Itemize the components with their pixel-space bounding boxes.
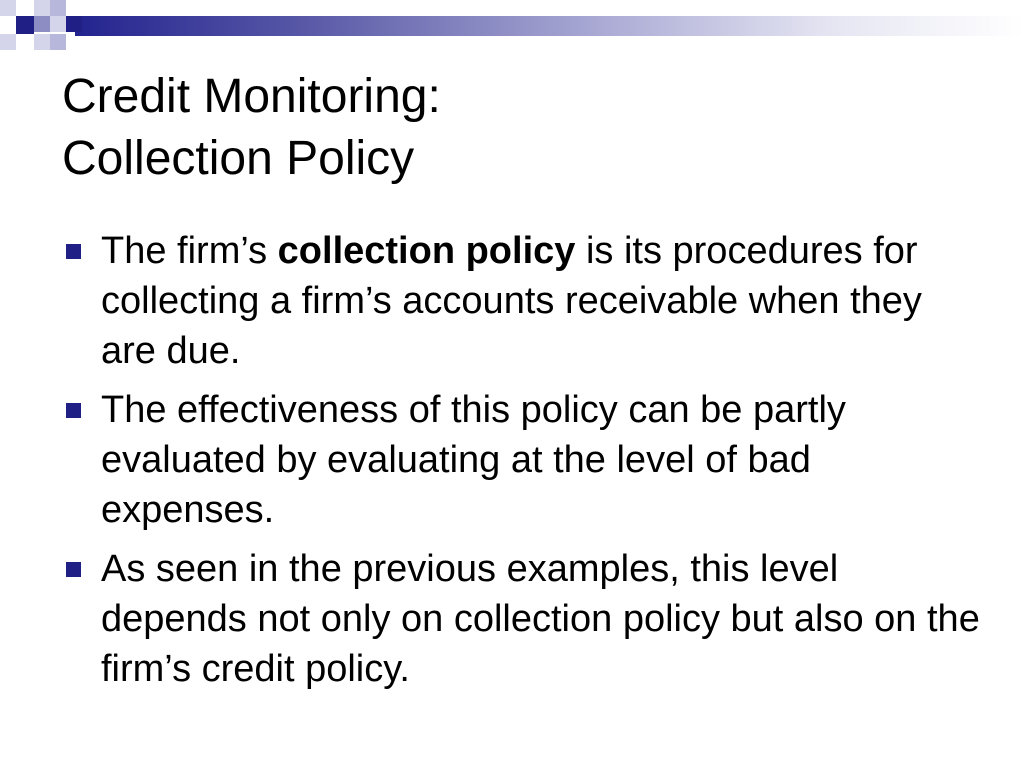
square-bullet-icon — [66, 562, 81, 577]
bullet-list — [62, 226, 982, 703]
bullet-text-post: is its procedures for collecting a firm’s accounts receivable when they are due. — [101, 230, 922, 372]
bullet-text: As seen in the previous examples, this level depends not only on collection policy but also on the firm’s credit policy. — [101, 548, 980, 690]
header-decoration — [0, 0, 1024, 50]
bullet-item — [62, 544, 982, 694]
bullet-item — [62, 385, 982, 535]
slide-title — [62, 66, 962, 190]
bullet-text-bold-term: collection policy — [277, 230, 576, 272]
square-bullet-icon — [66, 244, 81, 259]
bullet-text: The effectiveness of this policy can be partly evaluated by evaluating at the level of bad expenses. — [101, 389, 846, 531]
slide-title-line-2: Collection Policy — [62, 132, 415, 185]
bullet-text-pre: The firm’s — [101, 230, 278, 272]
bullet-item — [62, 226, 982, 376]
square-bullet-icon — [66, 403, 81, 418]
header-gradient-bar — [75, 16, 1024, 36]
slide-title-line-1: Credit Monitoring: — [62, 70, 441, 123]
bullet-text — [101, 230, 922, 372]
